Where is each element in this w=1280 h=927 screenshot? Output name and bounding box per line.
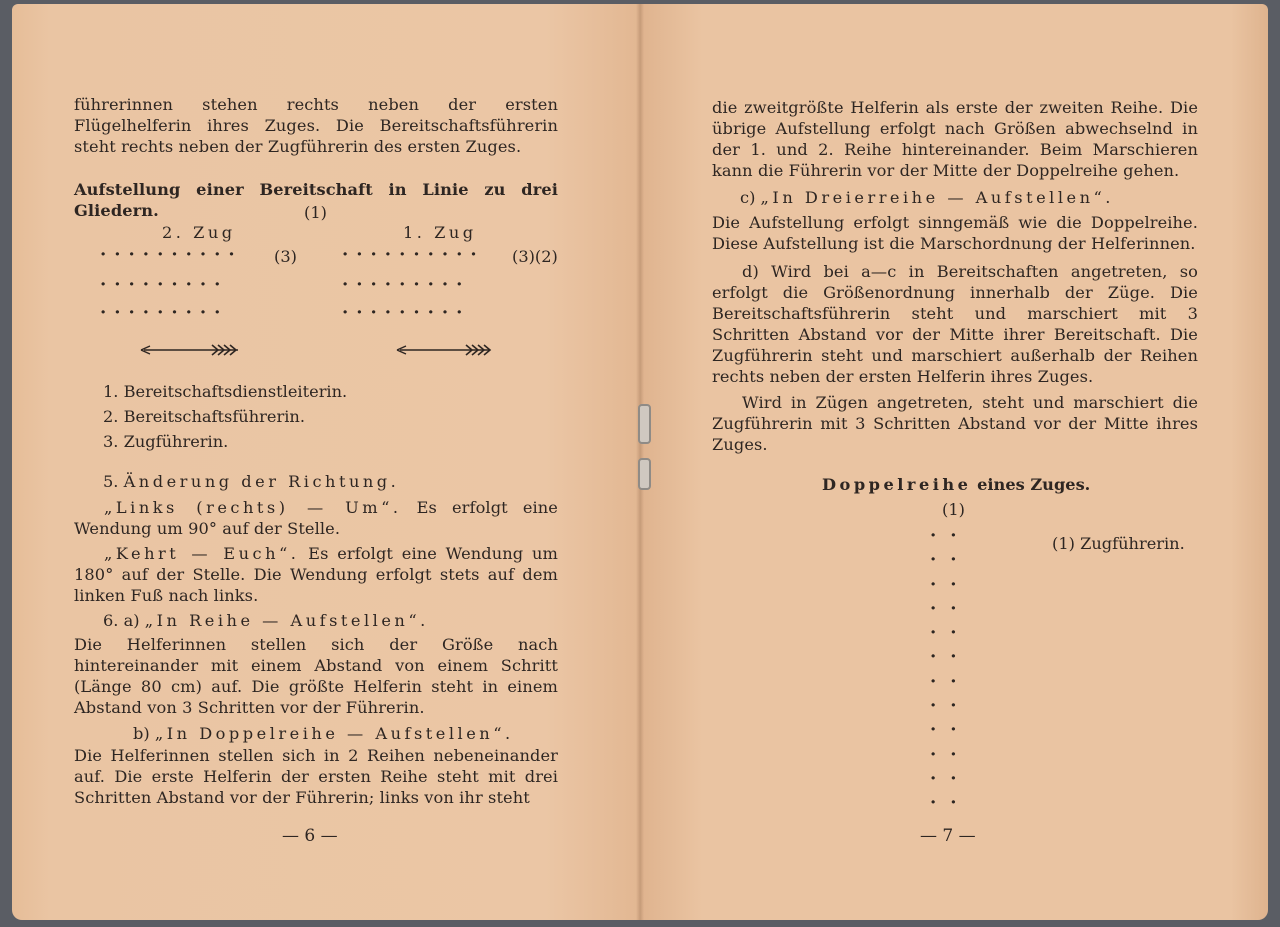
legend-item-2: 2. Bereitschaftsführerin.: [103, 407, 305, 426]
diagram-title: Doppelreihe eines Zuges.: [822, 475, 1091, 494]
arrow-left-icon: [396, 344, 492, 356]
staple-top: [638, 404, 651, 444]
zug-1-row-3: ·········: [342, 302, 471, 323]
section-6b-title: b) „In Doppelreihe — Aufstellen“.: [133, 724, 514, 743]
arrow-left-icon: [140, 344, 240, 356]
section-6a-title: 6. a) „In Reihe — Aufstellen“.: [103, 611, 429, 630]
section-c-title: c) „In Dreierreihe — Aufstellen“.: [740, 188, 1114, 207]
legend-item-1: 1. Bereitschaftsdienstleiterin.: [103, 382, 348, 401]
section-5-para-1: „Links (rechts) — Um“. Es erfolgt eine Wendung um 90° auf der Stelle.: [74, 498, 558, 538]
page-number-left: — 6 —: [282, 826, 338, 846]
section-c-text: Die Aufstellung erfolgt sinngemäß wie die Doppelreihe. Diese Aufstellung ist die Marschordnung der Helferinnen.: [712, 213, 1198, 253]
zug-1-label: 1. Zug: [403, 223, 477, 242]
section-5-title: 5. Änderung der Richtung.: [103, 472, 400, 491]
double-row-dots: ·· ·· ·· ·· ·· ·· ·· ·· ·· ·· ·· ··: [930, 525, 971, 814]
zug-1-row-2: ·········: [342, 274, 471, 295]
zug-2-row-3: ·········: [100, 302, 229, 323]
diagram-zugfuehrerin-marker: (1): [942, 500, 965, 519]
section-d-text: d) Wird bei a—c in Bereitschaften angetreten, so erfolgt die Größenordnung innerhalb der Züge. Die Bereitschaftsführerin steht und marschiert mit 3 Schritten Abstand vor der Mitte ihrer Bereitschaft. Die Zugführerin steht und marschiert außerhalb der Reihen rechts neben der ersten Helferin ihres Zuges.: [712, 262, 1198, 386]
staple-bottom: [638, 458, 651, 490]
legend-item-3: 3. Zugführerin.: [103, 432, 229, 451]
zug-2-row-1-marker: (3): [274, 247, 297, 266]
section-5-para-2: „Kehrt — Euch“. Es erfolgt eine Wendung um 180° auf der Stelle. Die Wendung erfolgt stets auf dem linken Fuß nach links.: [74, 544, 558, 605]
page-number-right: — 7 —: [920, 826, 976, 846]
right-para-1: die zweitgrößte Helferin als erste der zweiten Reihe. Die übrige Aufstellung erfolgt nach Größen abwechselnd in der 1. und 2. Reihe hintereinander. Beim Marschieren kann die Führerin vor der Mitte der Doppelreihe gehen.: [712, 98, 1198, 180]
left-heading: Aufstellung einer Bereitschaft in Linie zu drei Gliedern.: [74, 180, 558, 220]
diagram-legend: (1) Zugführerin.: [1052, 534, 1185, 553]
zug-2-row-1: ··········: [100, 244, 243, 265]
section-e-text: Wird in Zügen angetreten, steht und marschiert die Zugführerin mit 3 Schritten Abstand vor der Mitte ihres Zuges.: [712, 393, 1198, 454]
section-6a-text: Die Helferinnen stellen sich der Größe nach hintereinander mit einem Abstand von einem Schritt (Länge 80 cm) auf. Die größte Helferin steht in einem Abstand von 3 Schritten vor der Führerin.: [74, 635, 558, 717]
left-para-1: führerinnen stehen rechts neben der ersten Flügelhelferin ihres Zuges. Die Bereitschaftsführerin steht rechts neben der Zugführerin des ersten Zuges.: [74, 95, 558, 156]
diagram-marker-1: (1): [304, 203, 327, 222]
zug-2-label: 2. Zug: [162, 223, 236, 242]
section-6b-text: Die Helferinnen stellen sich in 2 Reihen nebeneinander auf. Die erste Helferin der ersten Reihe steht mit drei Schritten Abstand vor der Führerin; links von ihr steht: [74, 746, 558, 807]
zug-1-row-1-marker: (3)(2): [512, 247, 558, 266]
zug-2-row-2: ·········: [100, 274, 229, 295]
zug-1-row-1: ··········: [342, 244, 485, 265]
